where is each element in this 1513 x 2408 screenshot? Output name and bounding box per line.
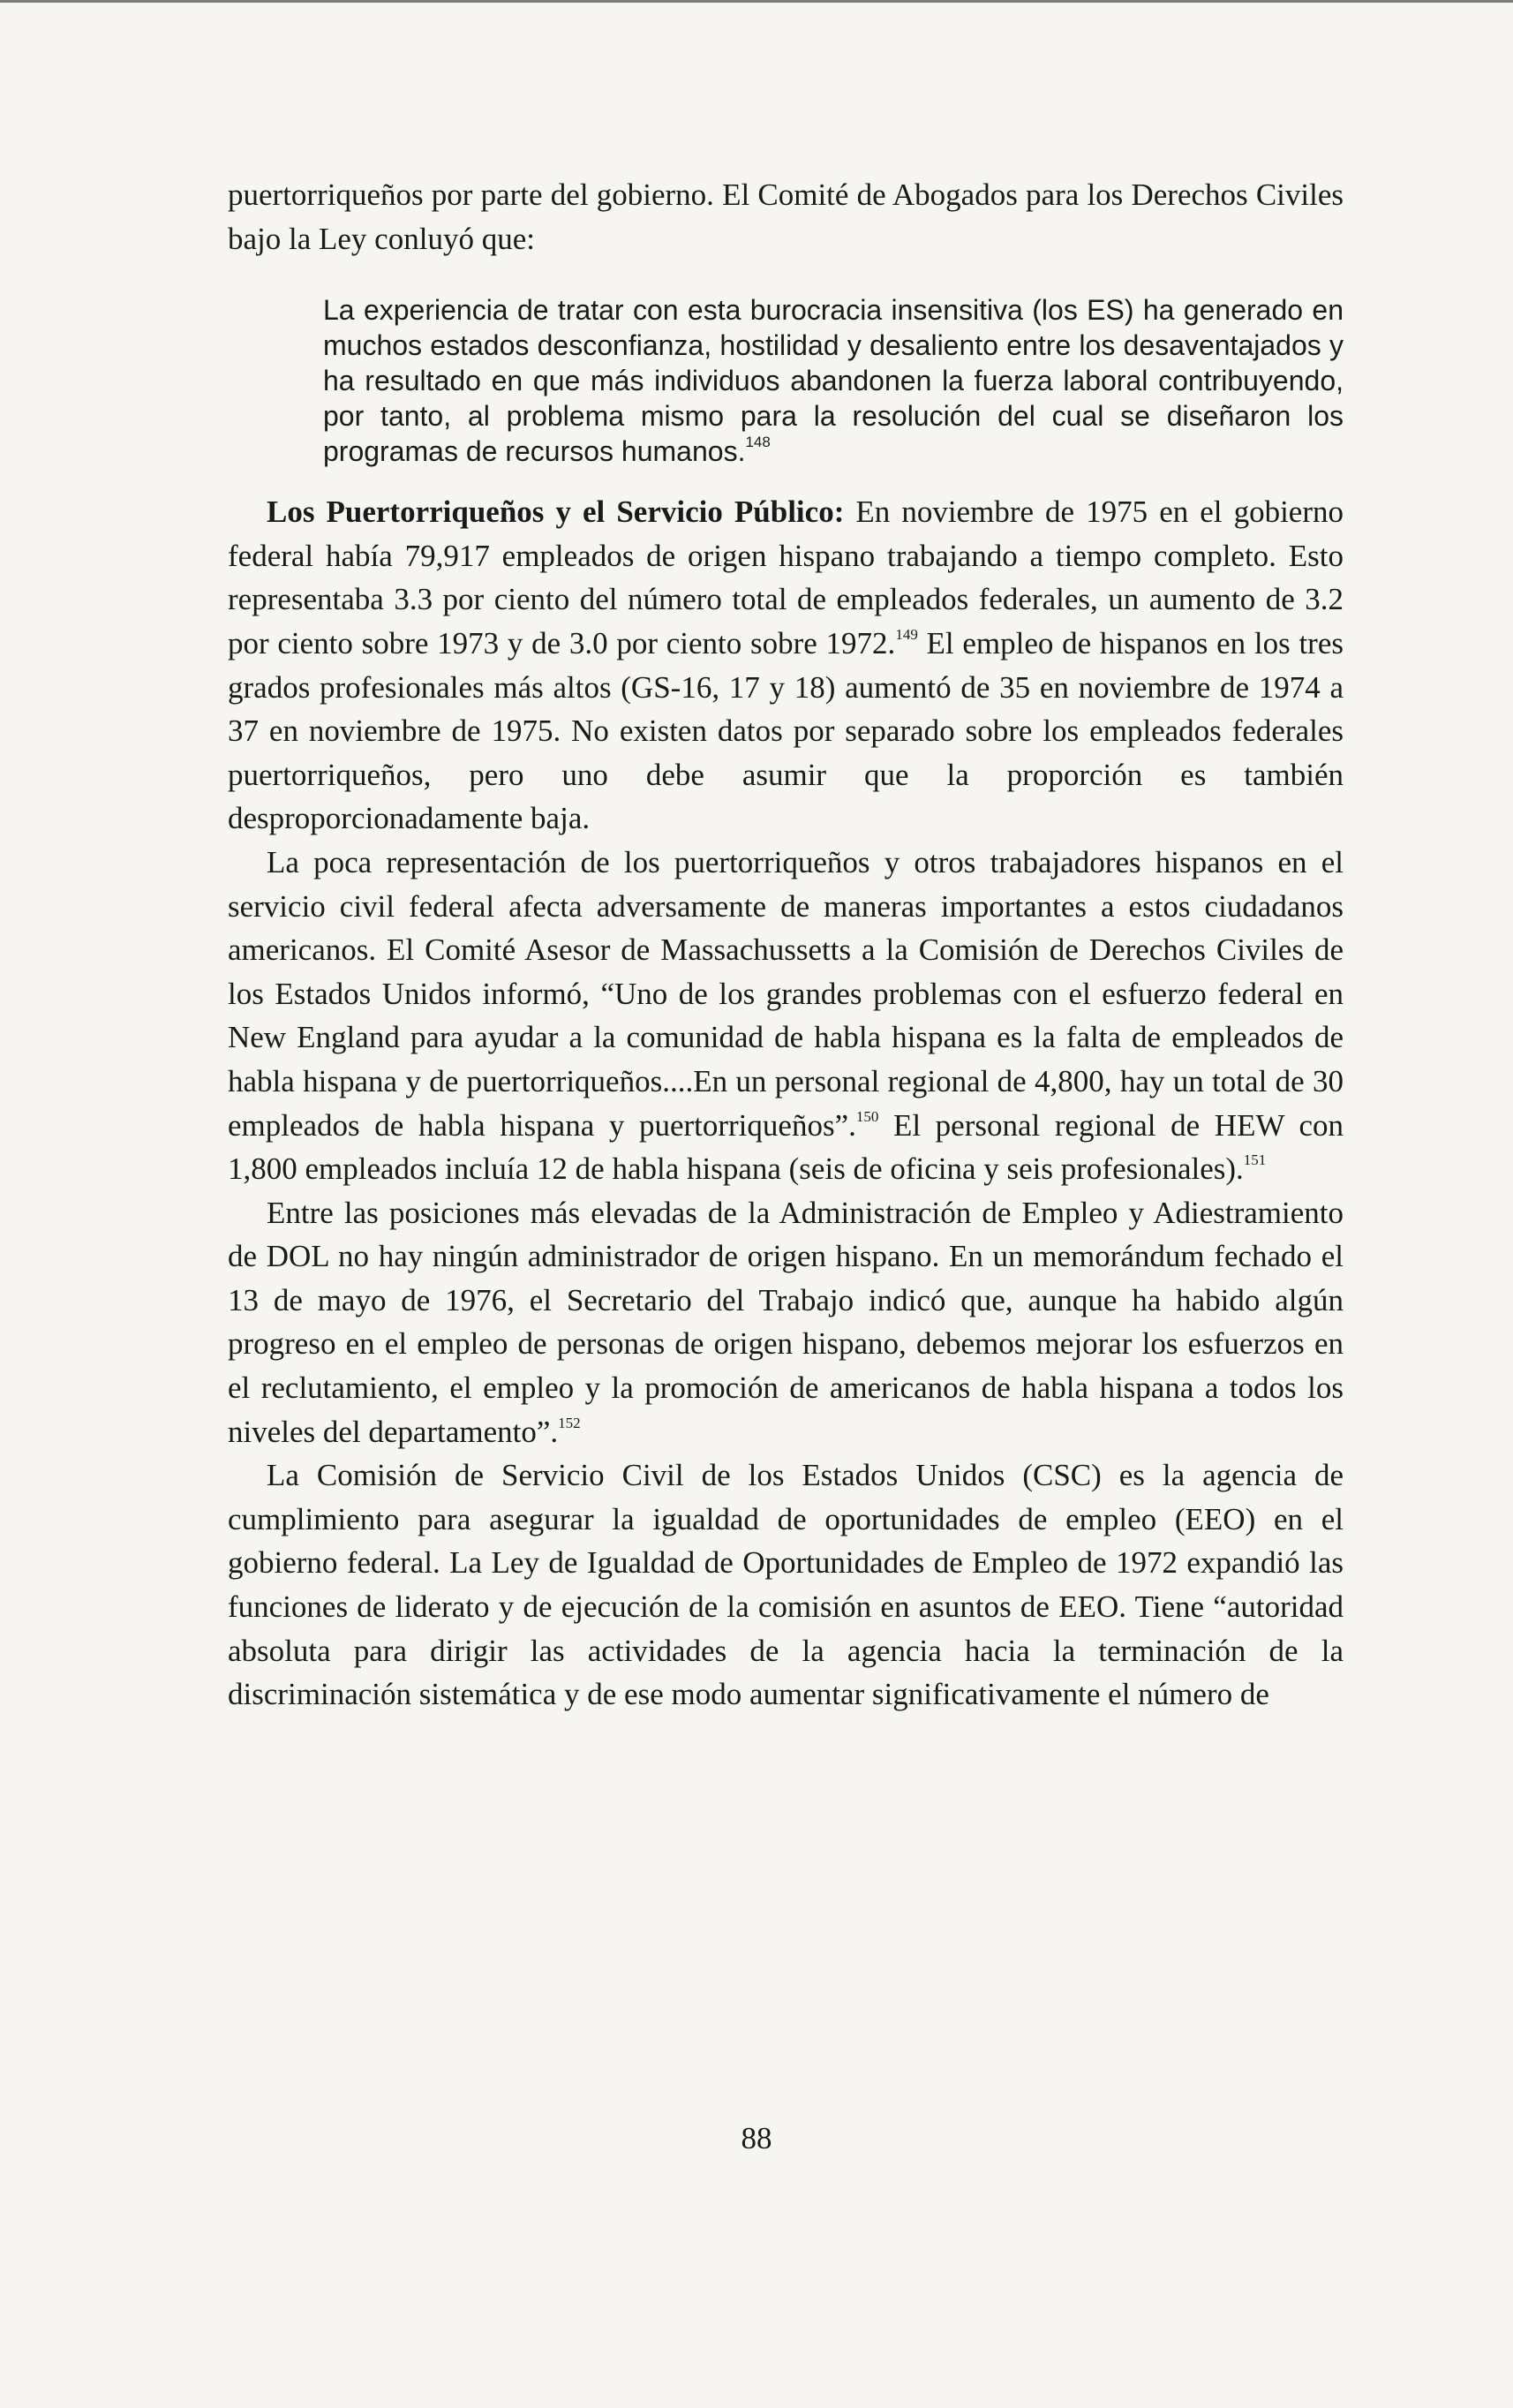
quote-text: La experiencia de tratar con esta burocracia insensitiva (los ES) ha generado en muchos estados desconfianza, hostilidad y desaliento entre los desaventajados y ha resultado en que más individuos abandonen la fuerza laboral contribuyendo, por tanto, al problema mismo para la resolución del cual se diseñaron los programas de recursos humanos.	[323, 294, 1344, 468]
paragraph-3-text: Entre las posiciones más elevadas de la Administración de Empleo y Adiestramiento de DOL no hay ningún administrador de origen hispano. En un memorándum fechado el 13 de mayo de 1976, el Secretario del Trabajo indicó que, aunque ha habido algún progreso en el empleo de personas de origen hispano, debemos mejorar los esfuerzos en el reclutamiento, el empleo y la promoción de americanos de habla hispana a todos los niveles del departamento”.	[228, 1195, 1344, 1449]
footnote-ref-151: 151	[1243, 1151, 1267, 1169]
footnote-ref-148: 148	[745, 434, 771, 451]
footnote-ref-152: 152	[558, 1414, 581, 1431]
scan-top-edge	[0, 0, 1513, 3]
block-quote	[323, 292, 1344, 469]
paragraph-3	[228, 1191, 1344, 1454]
section-text-part1: En noviembre de 1975 en el gobierno federal había 79,917 empleados de origen hispano trabajando a tiempo completo. Esto representaba 3.3 por ciento del número total de empleados federales, un aumento de 3.2 por ciento sobre 1973 y de 3.0 por ciento sobre 1972.	[228, 494, 1344, 661]
intro-text: puertorriqueños por parte del gobierno. El Comité de Abogados para los Derechos Civiles bajo la Ley conluyó que:	[228, 177, 1344, 256]
intro-paragraph	[228, 173, 1344, 260]
paragraph-2-part2: El personal regional de HEW con 1,800 empleados incluía 12 de habla hispana (seis de oficina y seis profesionales).	[228, 1107, 1344, 1187]
paragraph-4	[228, 1453, 1344, 1717]
section-paragraph	[228, 490, 1344, 841]
paragraph-4-text: La Comisión de Servicio Civil de los Estados Unidos (CSC) es la agencia de cumplimiento para asegurar la igualdad de oportunidades de empleo (EEO) en el gobierno federal. La Ley de Igualdad de Oportunidades de Empleo de 1972 expandió las funciones de liderato y de ejecución de la comisión en asuntos de EEO. Tiene “autoridad absoluta para dirigir las actividades de la agencia hacia la terminación de la discriminación sistemática y de ese modo aumentar significativamente el número de	[228, 1458, 1344, 1712]
document-body	[228, 173, 1344, 1717]
page-number: 88	[741, 2121, 772, 2155]
section-text-part2: El empleo de hispanos en los tres grados profesionales más altos (GS-16, 17 y 18) aumentó de 35 en noviembre de 1974 a 37 en noviembre de 1975. No existen datos por separado sobre los empleados federales puertorriqueños, pero uno debe asumir que la proporción es también desproporcionadamente baja.	[228, 625, 1344, 836]
section-heading: Los Puertorriqueños y el Servicio Público:	[267, 494, 845, 530]
paragraph-2-part1: La poca representación de los puertorriqueños y otros trabajadores hispanos en el servicio civil federal afecta adversamente de maneras importantes a estos ciudadanos americanos. El Comité Asesor de Massachussetts a la Comisión de Derechos Civiles de los Estados Unidos informó, “Uno de los grandes problemas con el esfuerzo federal en New England para ayudar a la comunidad de habla hispana es la falta de empleados de habla hispana y de puertorriqueños....En un personal regional de 4,800, hay un total de 30 empleados de habla hispana y puertorriqueños”.	[228, 844, 1344, 1143]
footnote-ref-149: 149	[895, 625, 918, 643]
paragraph-2	[228, 841, 1344, 1191]
footnote-ref-150: 150	[855, 1107, 879, 1125]
